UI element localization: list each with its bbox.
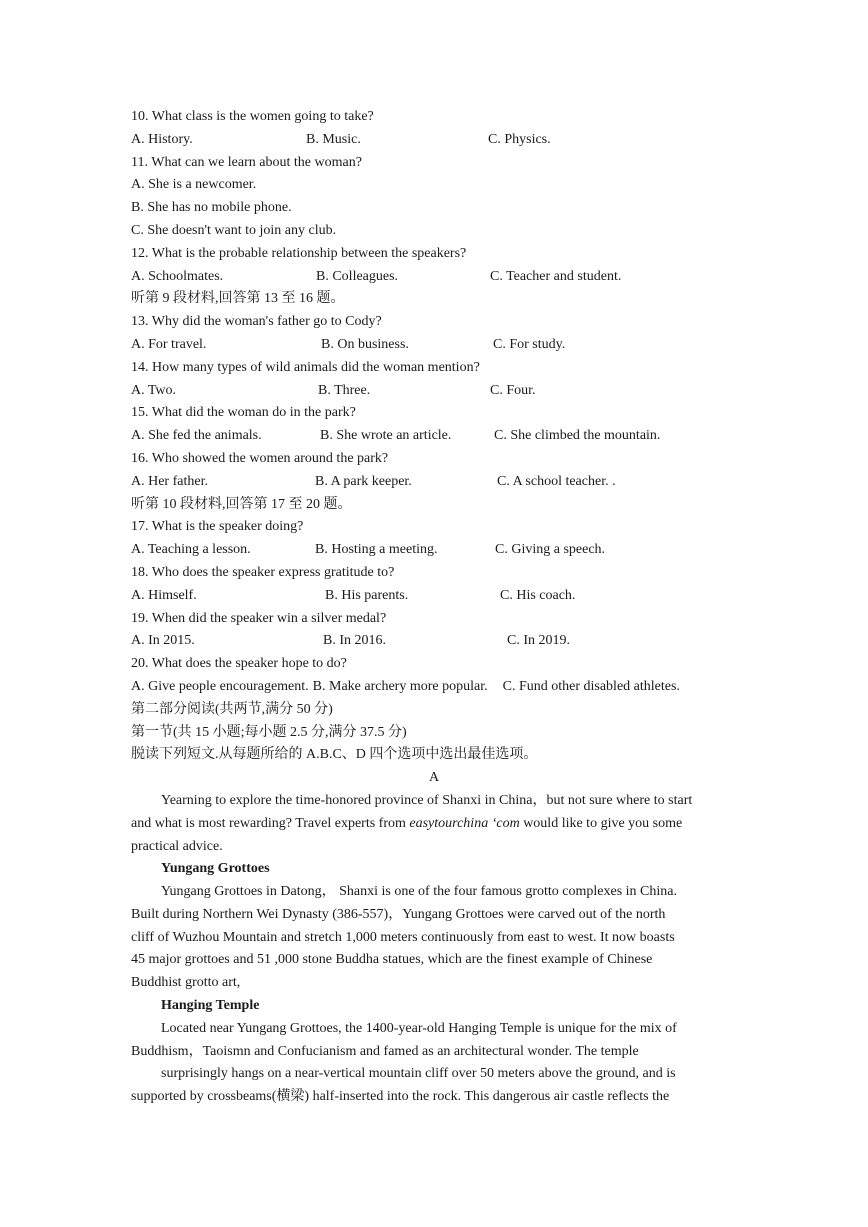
option: A. In 2015.	[131, 633, 195, 649]
option: A. Give people encouragement.	[131, 678, 309, 694]
paragraph-text: surprisingly hangs on a near-vertical mountain cliff over 50 meters above the ground, and is	[161, 1066, 676, 1082]
option: B. Music.	[306, 131, 361, 147]
option: B. Colleagues.	[316, 268, 399, 284]
section-heading-yungang: Yungang Grottoes	[161, 861, 270, 877]
yungang-line: cliff of Wuzhou Mountain and stretch 1,000 meters continuously from east to west. It now boasts	[131, 929, 675, 945]
option: A. Her father.	[131, 473, 208, 489]
options-18	[131, 585, 737, 608]
options-16	[131, 471, 737, 494]
document-page	[131, 106, 737, 1109]
options-20	[131, 676, 737, 699]
section-9-instruction: 听第 9 段材料,回答第 13 至 16 题。	[131, 291, 345, 307]
option: B. Make archery more popular.	[312, 678, 488, 694]
option: B. On business.	[321, 336, 409, 352]
options-12	[131, 266, 737, 289]
question-19: 19. When did the speaker win a silver medal?	[131, 610, 387, 626]
option: C. Physics.	[488, 131, 551, 147]
option: B. She has no mobile phone.	[131, 200, 292, 216]
intro-text: would like to give you some	[519, 815, 683, 831]
question-20: 20. What does the speaker hope to do?	[131, 656, 347, 672]
hanging-line: supported by crossbeams(横梁) half-inserted into the rock. This dangerous air castle reflects the	[131, 1089, 670, 1105]
options-15	[131, 425, 737, 448]
intro-line-2	[131, 813, 737, 836]
section-heading-hanging-temple: Hanging Temple	[161, 998, 260, 1014]
yungang-line	[131, 881, 737, 904]
option: C. His coach.	[500, 587, 576, 603]
options-19	[131, 630, 737, 653]
option: C. For study.	[493, 336, 566, 352]
option: A. Teaching a lesson.	[131, 542, 251, 558]
intro-line-1	[131, 790, 737, 813]
intro-line-3: practical advice.	[131, 838, 223, 854]
option: C. In 2019.	[507, 633, 570, 649]
option: B. His parents.	[325, 587, 409, 603]
option: A. History.	[131, 131, 193, 147]
option: A. Himself.	[131, 587, 197, 603]
question-16: 16. Who showed the women around the park?	[131, 450, 389, 466]
part-2-title: 第二部分阅读(共两节,满分 50 分)	[131, 701, 333, 717]
question-18: 18. Who does the speaker express gratitude to?	[131, 564, 395, 580]
option: B. She wrote an article.	[320, 428, 452, 444]
question-15: 15. What did the woman do in the park?	[131, 405, 356, 421]
option: C. Teacher and student.	[490, 268, 622, 284]
option: C. Giving a speech.	[495, 542, 606, 558]
option: B. Three.	[318, 382, 371, 398]
option: C. Fund other disabled athletes.	[502, 678, 680, 694]
option: B. A park keeper.	[315, 473, 412, 489]
part-2-instruction: 脱读下列短文.从每题所给的 A.B.C、D 四个选项中选出最佳选项。	[131, 747, 538, 763]
option: B. In 2016.	[323, 633, 386, 649]
option: B. Hosting a meeting.	[315, 542, 438, 558]
website-name: easytourchina ‘com	[409, 815, 520, 831]
part-2-subtitle: 第一节(共 15 小题;每小题 2.5 分,满分 37.5 分)	[131, 724, 407, 740]
option: A. Two.	[131, 382, 177, 398]
passage-letter: A	[428, 770, 440, 786]
option: C. A school teacher. .	[497, 473, 616, 489]
section-10-instruction: 听第 10 段材料,回答第 17 至 20 题。	[131, 496, 352, 512]
hanging-line	[131, 1018, 737, 1041]
yungang-line: Built during Northern Wei Dynasty (386-557)，Yungang Grottoes were carved out of the north	[131, 906, 666, 922]
option: C. She doesn't want to join any club.	[131, 222, 337, 238]
option: C. Four.	[490, 382, 536, 398]
yungang-line: Buddhist grotto art,	[131, 975, 241, 991]
question-12: 12. What is the probable relationship between the speakers?	[131, 245, 467, 261]
question-17: 17. What is the speaker doing?	[131, 519, 304, 535]
paragraph-text: Located near Yungang Grottoes, the 1400-year-old Hanging Temple is unique for the mix of	[161, 1020, 677, 1036]
question-13: 13. Why did the woman's father go to Cody?	[131, 314, 382, 330]
intro-text: Yearning to explore the time-honored province of Shanxi in China，but not sure where to start	[161, 792, 693, 808]
option: A. Schoolmates.	[131, 268, 224, 284]
options-13	[131, 334, 737, 357]
options-17	[131, 539, 737, 562]
yungang-line: 45 major grottoes and 51 ,000 stone Buddha statues, which are the finest example of Chinese	[131, 952, 653, 968]
paragraph-text: Yungang Grottoes in Datong， Shanxi is one of the four famous grotto complexes in China.	[161, 884, 677, 900]
option: A. She fed the animals.	[131, 428, 262, 444]
option: A. For travel.	[131, 336, 207, 352]
question-14: 14. How many types of wild animals did the woman mention?	[131, 359, 480, 375]
option: C. She climbed the mountain.	[494, 428, 661, 444]
hanging-line: Buddhism，Taoismn and Confucianism and famed as an architectural wonder. The temple	[131, 1043, 639, 1059]
question-10: 10. What class is the women going to take?	[131, 109, 374, 124]
option: A. She is a newcomer.	[131, 177, 257, 193]
hanging-line	[131, 1063, 737, 1086]
options-10	[131, 129, 737, 152]
options-14	[131, 380, 737, 403]
intro-text: and what is most rewarding? Travel experts from	[131, 815, 410, 831]
question-11: 11. What can we learn about the woman?	[131, 154, 362, 170]
